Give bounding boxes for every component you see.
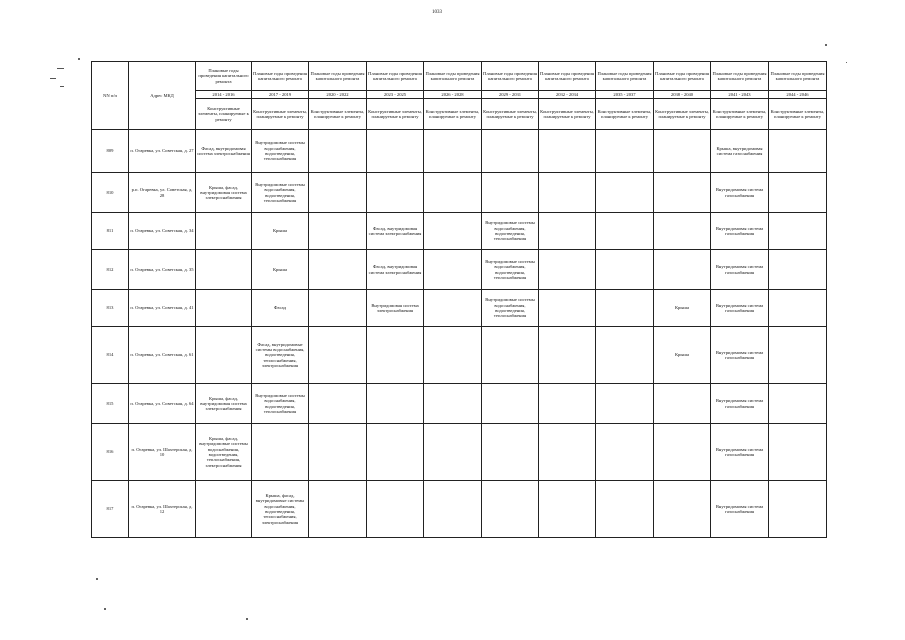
table-row: [92, 250, 827, 290]
row-cell: [654, 424, 711, 481]
row-cell: Внутридомовые системы водоснабжения, водоотведения, теплоснабжения: [482, 213, 539, 250]
row-number: 810: [92, 173, 129, 213]
header-elements: Конструктивные элементы, планируемые к ремонту: [482, 99, 539, 130]
header-year: 2032 - 2034: [539, 91, 596, 99]
capital-repair-table: [91, 61, 827, 538]
page-number: 1033: [432, 10, 442, 15]
row-cell: Фасад, внутридомовые системы водоснабжения, водоотведения, теплоснабжения, электроснабжения: [252, 327, 309, 384]
row-cell: Внутридомовая система газоснабжения: [711, 290, 769, 327]
row-address: п. Огаревка, ул. Шахтерская, д. 10: [129, 424, 196, 481]
row-cell: Внутридомовые системы водоснабжения, водоотведения, теплоснабжения: [482, 290, 539, 327]
row-cell: Фасад: [252, 290, 309, 327]
row-cell: [769, 290, 827, 327]
row-cell: Фасад, внутридомовая система электроснабжения: [367, 250, 424, 290]
row-cell: Крыша, фасад, внутридомовые системы водоснабжения, водоотведения, теплоснабжения, электроснабжения: [252, 481, 309, 538]
row-number: 816: [92, 424, 129, 481]
header-year: 2017 - 2019: [252, 91, 309, 99]
header-row-years: [92, 91, 827, 99]
header-elements: Конструктивные элементы, планируемые к ремонту: [711, 99, 769, 130]
scan-speck: [846, 62, 847, 63]
row-number: 817: [92, 481, 129, 538]
row-cell: [424, 384, 482, 424]
table-row: [92, 290, 827, 327]
row-cell: [769, 327, 827, 384]
header-row-elements: [92, 99, 827, 130]
row-cell: Крыша: [654, 327, 711, 384]
row-cell: [367, 424, 424, 481]
row-cell: Внутридомовые системы водоснабжения, водоотведения, теплоснабжения: [252, 173, 309, 213]
table-row: [92, 424, 827, 481]
row-cell: [596, 290, 654, 327]
row-address: п. Огаревка, ул. Советская, д. 64: [129, 384, 196, 424]
row-cell: [482, 327, 539, 384]
row-cell: Внутридомовые системы водоснабжения, водоотведения, теплоснабжения: [252, 130, 309, 173]
header-year: 2041 - 2043: [711, 91, 769, 99]
row-cell: [539, 424, 596, 481]
header-elements: Конструктивные элементы, планируемые к ремонту: [654, 99, 711, 130]
table-row: [92, 481, 827, 538]
row-cell: [196, 481, 252, 538]
row-address: п. Огаревка, ул. Советская, д. 41: [129, 290, 196, 327]
row-cell: [424, 173, 482, 213]
header-address: Адрес МКД: [129, 62, 196, 130]
row-cell: [196, 250, 252, 290]
row-cell: [367, 327, 424, 384]
row-cell: [424, 481, 482, 538]
row-cell: Внутридомовая система электроснабжения: [367, 290, 424, 327]
scan-mark: [50, 78, 56, 79]
row-cell: [482, 384, 539, 424]
header-period-title: Плановые годы проведения капитального ремонта: [424, 62, 482, 91]
row-cell: [309, 481, 367, 538]
row-cell: [367, 481, 424, 538]
header-elements: Конструктивные элементы, планируемые к ремонту: [769, 99, 827, 130]
row-cell: Фасад, внутридомовая система электроснабжения: [196, 130, 252, 173]
scan-speck: [96, 578, 98, 580]
header-period-title: Плановые годы проведения капитального ремонта: [711, 62, 769, 91]
table-body: [92, 130, 827, 538]
row-cell: [309, 424, 367, 481]
header-year: 2038 - 2040: [654, 91, 711, 99]
header-elements: Конструктивные элементы, планируемые к ремонту: [539, 99, 596, 130]
row-cell: [482, 173, 539, 213]
row-cell: [309, 290, 367, 327]
row-cell: [309, 384, 367, 424]
header-year: 2026 - 2028: [424, 91, 482, 99]
row-cell: Внутридомовая система газоснабжения: [711, 424, 769, 481]
scan-speck: [104, 608, 106, 610]
row-cell: Фасад, внутридомовая система электроснабжения: [367, 213, 424, 250]
row-cell: [309, 130, 367, 173]
row-address: п. Огаревка, ул. Советская, д. 34: [129, 213, 196, 250]
row-cell: Внутридомовая система газоснабжения: [711, 213, 769, 250]
row-cell: [769, 213, 827, 250]
row-cell: [539, 327, 596, 384]
row-cell: [769, 173, 827, 213]
row-cell: [769, 424, 827, 481]
row-address: п. Огаревка, ул. Советская, д. 35: [129, 250, 196, 290]
row-cell: [539, 290, 596, 327]
table-row: [92, 213, 827, 250]
scan-speck: [246, 618, 248, 620]
row-cell: [482, 130, 539, 173]
row-cell: [424, 250, 482, 290]
row-cell: [309, 213, 367, 250]
row-cell: [309, 250, 367, 290]
row-cell: [539, 481, 596, 538]
row-cell: [596, 384, 654, 424]
row-address: п. Огаревка, ул. Шахтерская, д. 12: [129, 481, 196, 538]
row-address: п. Огаревка, ул. Советская, д. 61: [129, 327, 196, 384]
header-period-title: Плановые годы проведения капитального ремонта: [539, 62, 596, 91]
header-year: 2014 - 2016: [196, 91, 252, 99]
header-period-title: Плановые годы проведения капитального ремонта: [654, 62, 711, 91]
row-cell: Внутридомовая система газоснабжения: [711, 327, 769, 384]
header-nn: NN п/п: [92, 62, 129, 130]
row-cell: [596, 327, 654, 384]
row-cell: [367, 384, 424, 424]
header-period-title: Плановые годы проведения капитального ремонта: [769, 62, 827, 91]
row-cell: [539, 384, 596, 424]
row-cell: [539, 173, 596, 213]
row-cell: [309, 173, 367, 213]
row-cell: [654, 130, 711, 173]
header-year: 2044 - 2046: [769, 91, 827, 99]
header-elements: Конструктивные элементы, планируемые к ремонту: [252, 99, 309, 130]
row-cell: [196, 327, 252, 384]
row-cell: [424, 290, 482, 327]
row-cell: Внутридомовая система газоснабжения: [711, 250, 769, 290]
row-cell: [654, 173, 711, 213]
row-number: 809: [92, 130, 129, 173]
row-cell: [654, 481, 711, 538]
header-elements: Конструктивные элементы, планируемые к ремонту: [309, 99, 367, 130]
header-period-title: Плановые годы проведения капитального ремонта: [252, 62, 309, 91]
scan-speck: [825, 44, 827, 46]
row-cell: [424, 130, 482, 173]
row-cell: [309, 327, 367, 384]
header-year: 2020 - 2022: [309, 91, 367, 99]
row-cell: [539, 130, 596, 173]
header-period-title: Плановые годы проведения капитального ремонта: [596, 62, 654, 91]
row-cell: [769, 250, 827, 290]
header-year: 2035 - 2037: [596, 91, 654, 99]
row-cell: [596, 424, 654, 481]
table-row: [92, 130, 827, 173]
row-cell: [482, 424, 539, 481]
table-row: [92, 384, 827, 424]
row-cell: Крыша: [252, 250, 309, 290]
row-cell: Внутридомовые системы водоснабжения, водоотведения, теплоснабжения: [482, 250, 539, 290]
header-period-title: Плановые годы проведения капитального ремонта: [309, 62, 367, 91]
header-elements: Конструктивные элементы, планируемые к ремонту: [196, 99, 252, 130]
row-cell: Внутридомовая система газоснабжения: [711, 173, 769, 213]
header-year: 2029 - 2031: [482, 91, 539, 99]
row-cell: [596, 481, 654, 538]
row-cell: [654, 250, 711, 290]
row-cell: Внутридомовые системы водоснабжения, водоотведения, теплоснабжения: [252, 384, 309, 424]
row-cell: [596, 250, 654, 290]
row-cell: Внутридомовая система газоснабжения: [711, 481, 769, 538]
row-number: 814: [92, 327, 129, 384]
row-cell: Внутридомовая система газоснабжения: [711, 384, 769, 424]
row-cell: [596, 130, 654, 173]
row-cell: Крыша, внутридомовая система газоснабжения: [711, 130, 769, 173]
row-cell: [596, 173, 654, 213]
table-row: [92, 173, 827, 213]
row-cell: Крыша, фасад, внутридомовые системы водоснабжения, водоотведения, теплоснабжения, электроснабжения: [196, 424, 252, 481]
header-elements: Конструктивные элементы, планируемые к ремонту: [424, 99, 482, 130]
row-cell: [367, 173, 424, 213]
row-cell: [654, 384, 711, 424]
row-number: 813: [92, 290, 129, 327]
header-elements: Конструктивные элементы, планируемые к ремонту: [367, 99, 424, 130]
row-number: 812: [92, 250, 129, 290]
row-address: р.п. Огаревка, ул. Советская, д. 28: [129, 173, 196, 213]
row-cell: Крыша, фасад, внутридомовая система электроснабжения: [196, 173, 252, 213]
row-address: п. Огаревка, ул. Советская, д. 27: [129, 130, 196, 173]
table-row: [92, 327, 827, 384]
row-number: 815: [92, 384, 129, 424]
row-cell: Крыша: [252, 213, 309, 250]
header-year: 2023 - 2025: [367, 91, 424, 99]
row-cell: [769, 384, 827, 424]
scan-mark: [60, 86, 64, 87]
row-cell: [424, 424, 482, 481]
row-number: 811: [92, 213, 129, 250]
header-elements: Конструктивные элементы, планируемые к ремонту: [596, 99, 654, 130]
row-cell: [539, 213, 596, 250]
scan-speck: [78, 58, 80, 60]
row-cell: [196, 290, 252, 327]
row-cell: [196, 213, 252, 250]
header-period-title: Плановые годы проведения капитального ремонта: [482, 62, 539, 91]
row-cell: [252, 424, 309, 481]
row-cell: [596, 213, 654, 250]
header-row-titles: [92, 62, 827, 91]
row-cell: Крыша, фасад, внутридомовая система электроснабжения: [196, 384, 252, 424]
row-cell: [424, 213, 482, 250]
row-cell: Крыша: [654, 290, 711, 327]
row-cell: [482, 481, 539, 538]
header-period-title: Плановые годы проведения капитального ремонта: [196, 62, 252, 91]
row-cell: [769, 481, 827, 538]
row-cell: [769, 130, 827, 173]
header-period-title: Плановые годы проведения капитального ремонта: [367, 62, 424, 91]
scan-mark: [57, 68, 64, 69]
row-cell: [424, 327, 482, 384]
row-cell: [367, 130, 424, 173]
row-cell: [539, 250, 596, 290]
row-cell: [654, 213, 711, 250]
